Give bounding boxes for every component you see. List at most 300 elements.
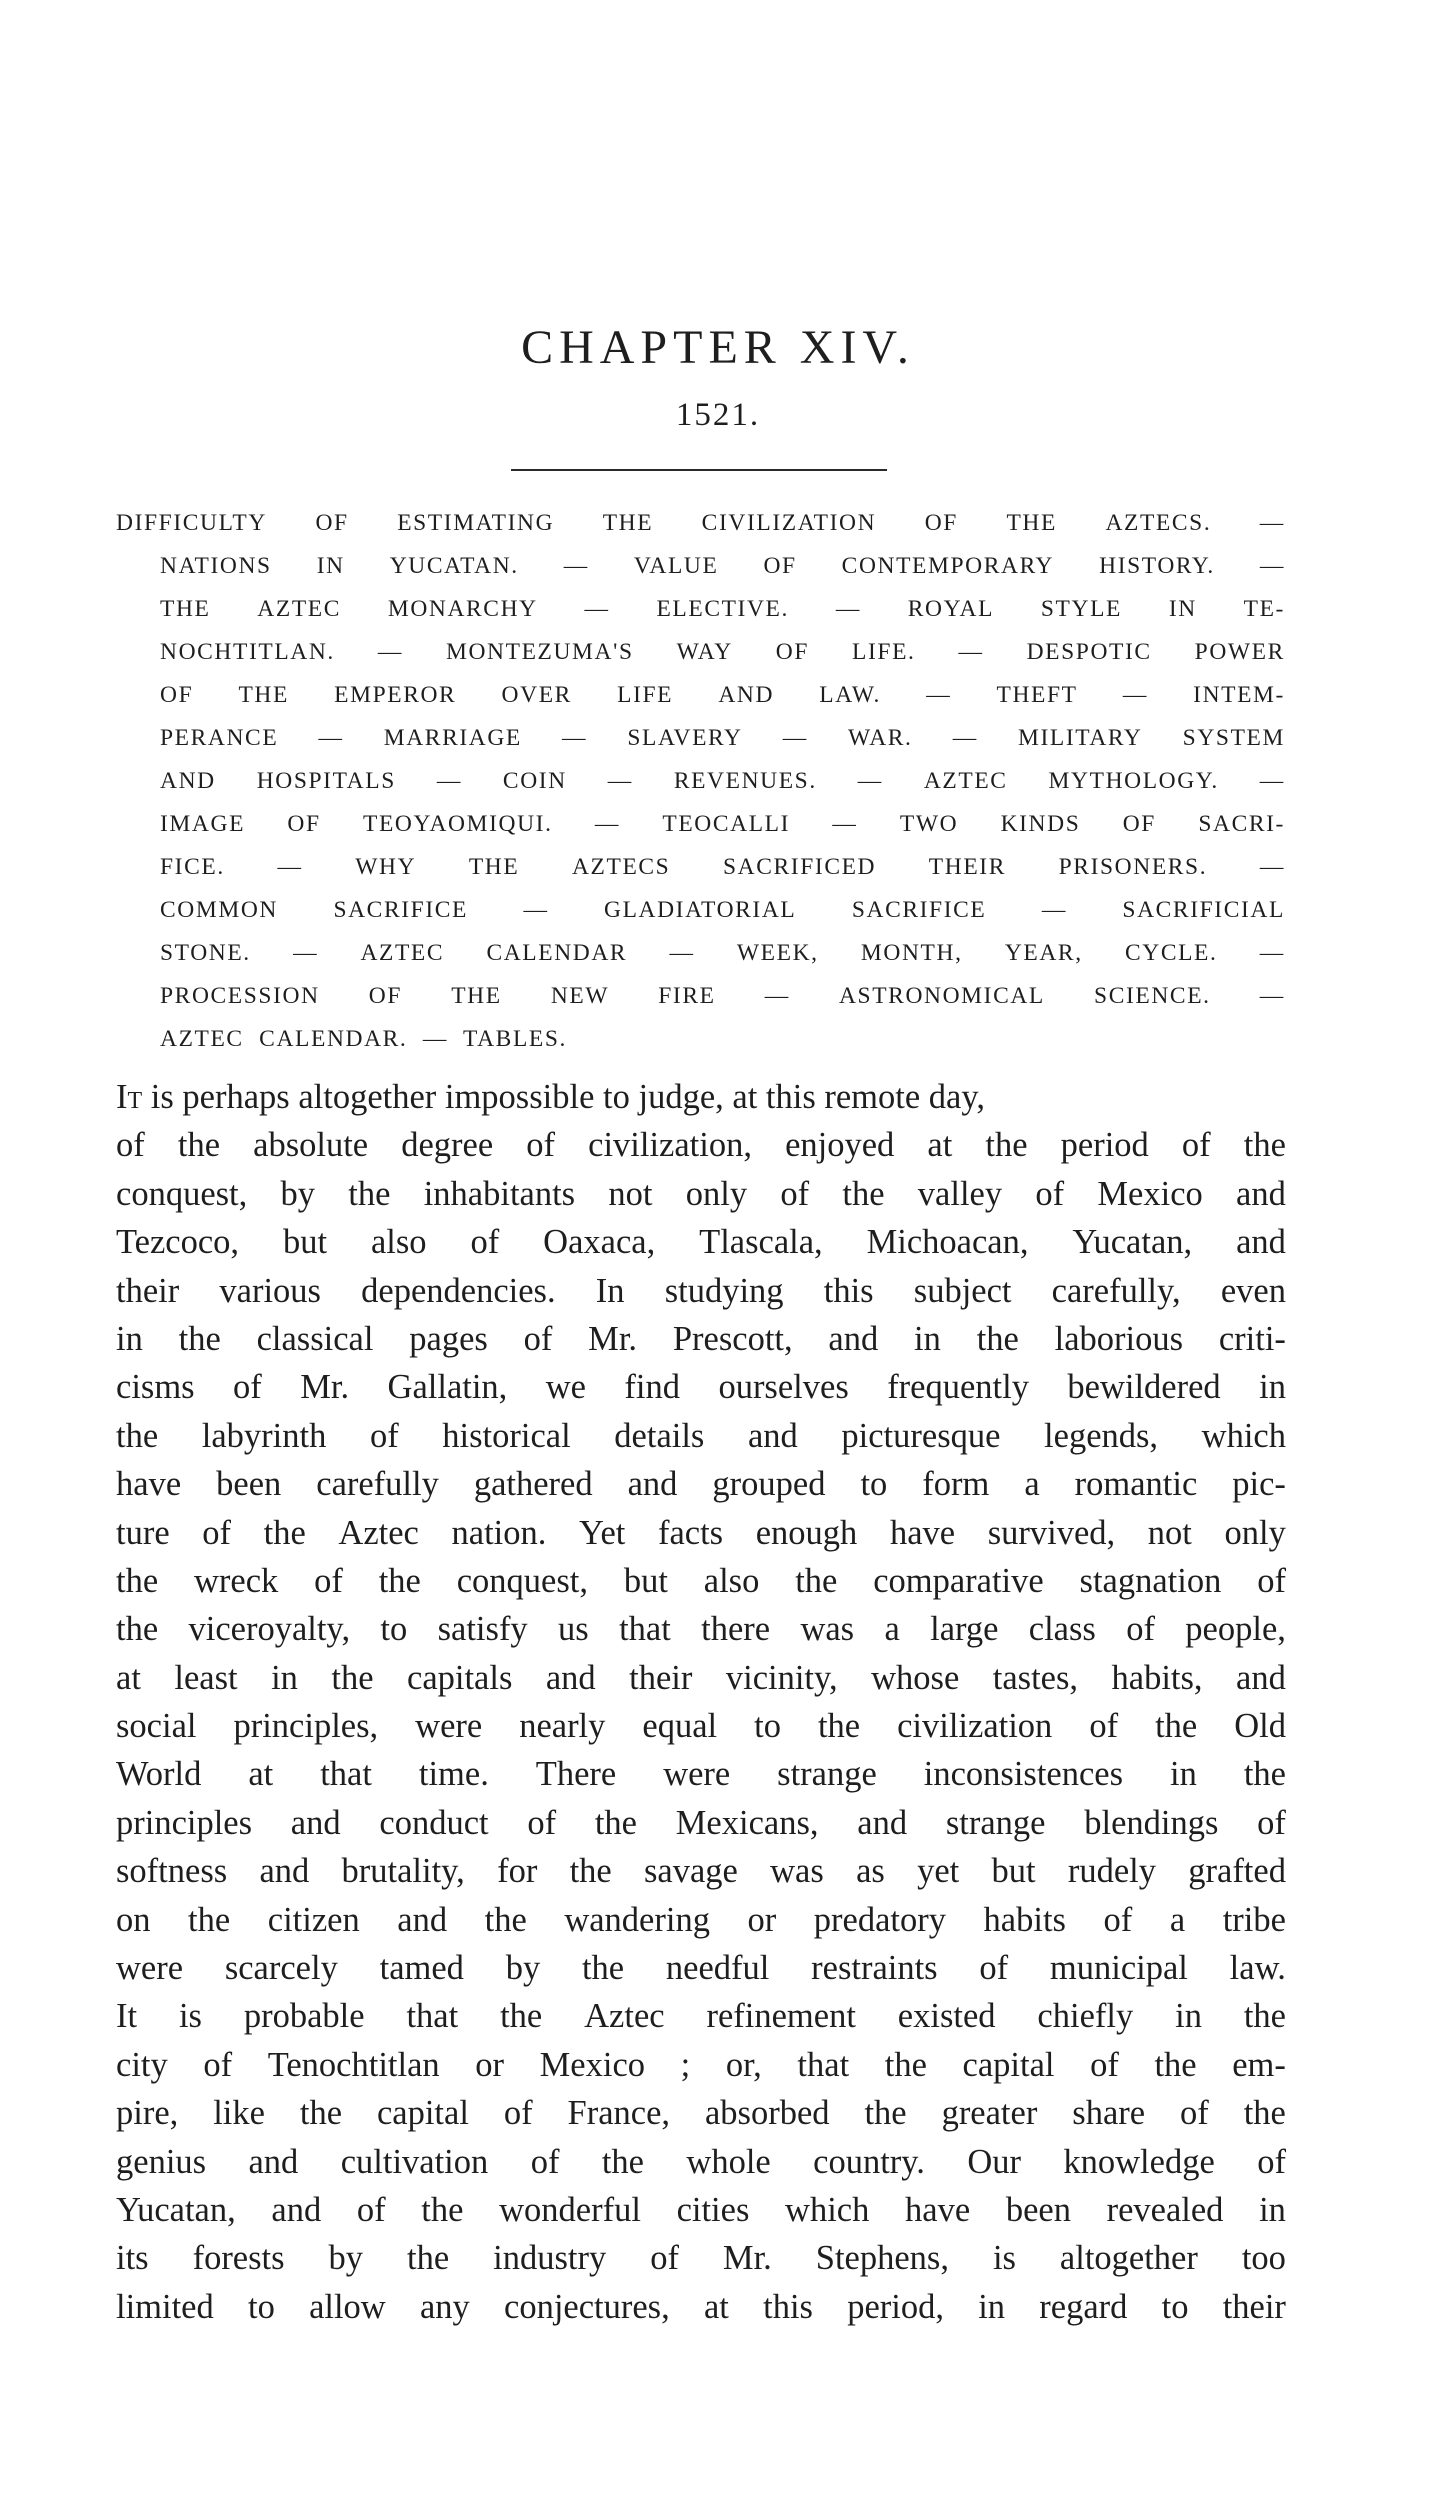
word: yet — [917, 1852, 960, 1891]
word: the — [116, 1610, 159, 1649]
word: pic- — [1232, 1465, 1286, 1504]
word: principles — [116, 1803, 253, 1842]
word: and — [1236, 1223, 1286, 1262]
word: STONE. — [160, 940, 251, 966]
word: was — [800, 1610, 855, 1649]
word: — — [277, 854, 303, 880]
drop-lead-word: It — [116, 1078, 143, 1116]
word: — — [1259, 510, 1285, 536]
word: Gallatin, — [387, 1368, 508, 1407]
word: of — [202, 1513, 232, 1552]
word: — — [1122, 682, 1148, 708]
word: THE — [468, 854, 520, 880]
word: — — [607, 768, 633, 794]
chapter-title: CHAPTER XIV. — [521, 321, 915, 374]
body-line — [116, 1799, 1286, 1847]
word: needful — [665, 1949, 770, 1988]
word: SYSTEM — [1182, 725, 1285, 751]
word: social — [116, 1707, 197, 1746]
word: equal — [642, 1707, 718, 1746]
word: of — [233, 1368, 262, 1407]
word: Yet — [578, 1513, 626, 1552]
word: DESPOTIC — [1026, 639, 1152, 665]
word: — — [669, 940, 695, 966]
word: habits — [983, 1900, 1066, 1939]
word: tamed — [379, 1949, 464, 1988]
word: of — [1181, 1126, 1211, 1165]
word: the — [407, 2239, 450, 2278]
body-line — [116, 1944, 1286, 1992]
word: is — [992, 2239, 1016, 2278]
word: — — [1041, 897, 1067, 923]
word: genius — [116, 2142, 207, 2181]
word: citizen — [267, 1900, 360, 1939]
word: ESTIMATING — [397, 510, 555, 536]
word: even — [1220, 1271, 1286, 1310]
word: MYTHOLOGY. — [1048, 768, 1219, 794]
word: to — [247, 2287, 275, 2326]
word: romantic — [1074, 1465, 1198, 1504]
word: survived, — [987, 1513, 1116, 1552]
word: THE — [451, 983, 502, 1009]
word: of — [1103, 1900, 1133, 1939]
word: share — [1072, 2094, 1146, 2133]
word: absorbed — [704, 2094, 830, 2133]
word: the — [116, 1416, 159, 1455]
word: at — [703, 2287, 729, 2326]
word: TEOYAOMIQUI. — [363, 811, 553, 837]
word: nearly — [519, 1707, 606, 1746]
word: tribe — [1222, 1900, 1286, 1939]
word: regard — [1039, 2287, 1128, 2326]
word: grafted — [1188, 1852, 1286, 1891]
word: but — [623, 1561, 668, 1600]
word: that — [797, 2045, 850, 2084]
word: SCIENCE. — [1094, 983, 1211, 1009]
word: various — [219, 1271, 321, 1310]
word: the — [1155, 1707, 1198, 1746]
word: studying — [664, 1271, 784, 1310]
word: of — [369, 1416, 399, 1455]
body-line — [116, 1702, 1286, 1750]
body-line — [116, 1267, 1286, 1315]
word: COMMON — [160, 897, 278, 923]
word: been — [216, 1465, 282, 1504]
word: TE- — [1243, 596, 1285, 622]
word: of — [503, 2094, 533, 2133]
word: and — [1236, 1658, 1286, 1697]
word: the — [1243, 1126, 1286, 1165]
word: Yucatan, — [1072, 1223, 1193, 1262]
word: ; — [680, 2045, 691, 2084]
word: period — [1060, 1126, 1149, 1165]
word: classical — [256, 1319, 374, 1358]
word: carefully, — [1051, 1271, 1181, 1310]
word: Tlascala, — [699, 1223, 823, 1262]
word: OF — [287, 811, 321, 837]
word: of — [203, 2045, 233, 2084]
word: — — [782, 725, 808, 751]
word: There — [535, 1755, 617, 1794]
word: rudely — [1067, 1852, 1156, 1891]
word: comparative — [873, 1561, 1044, 1600]
word: AZTECS — [571, 854, 671, 880]
word: PRISONERS. — [1058, 854, 1208, 880]
word: greater — [941, 2094, 1038, 2133]
word: — — [563, 553, 589, 579]
word: Mexico — [1097, 1174, 1203, 1213]
word: subject — [913, 1271, 1012, 1310]
word: the — [1243, 2094, 1286, 2133]
word: OF — [775, 639, 810, 665]
word: THE — [1006, 510, 1057, 536]
word: OVER — [501, 682, 572, 708]
word: wreck — [194, 1561, 279, 1600]
word: civilization — [897, 1707, 1053, 1746]
word: bewildered — [1067, 1368, 1221, 1407]
word: cisms — [116, 1368, 195, 1407]
word: — — [1259, 854, 1285, 880]
word: cities — [676, 2190, 750, 2229]
word: IN — [316, 553, 345, 579]
summary-line — [160, 932, 1285, 975]
word: — — [436, 768, 462, 794]
word: IMAGE — [160, 811, 246, 837]
body-line — [116, 2041, 1286, 2089]
word: PROCESSION — [160, 983, 320, 1009]
word: ture — [116, 1513, 170, 1552]
word: find — [624, 1368, 680, 1407]
word: OF — [924, 510, 958, 536]
word: period, — [847, 2287, 944, 2326]
word: its — [116, 2239, 149, 2278]
summary-line — [116, 502, 1285, 545]
word: CYCLE. — [1124, 940, 1218, 966]
word: — — [958, 639, 984, 665]
word: Michoacan, — [866, 1223, 1029, 1262]
word: there — [701, 1610, 771, 1649]
word: in — [1170, 1755, 1197, 1794]
word: habits, — [1111, 1658, 1203, 1697]
word: of — [1257, 1561, 1286, 1600]
word: pages — [409, 1319, 488, 1358]
word: CALENDAR — [486, 940, 628, 966]
word: the — [1154, 2045, 1197, 2084]
word: gathered — [473, 1465, 593, 1504]
word: WEEK, — [736, 940, 819, 966]
word: by — [280, 1174, 316, 1213]
word: in — [271, 1658, 298, 1697]
word: VALUE — [633, 553, 719, 579]
word: of — [1257, 2142, 1286, 2181]
word: existed — [897, 1997, 996, 2036]
word: inhabitants — [423, 1174, 576, 1213]
word: nation. — [451, 1513, 547, 1552]
word: Stephens, — [815, 2239, 949, 2278]
word: too — [1241, 2239, 1286, 2278]
word: the — [116, 1561, 159, 1600]
word: of — [1089, 1707, 1119, 1746]
word: valley — [917, 1174, 1003, 1213]
word: as — [856, 1852, 885, 1891]
word: historical — [442, 1416, 571, 1455]
word: industry — [493, 2239, 607, 2278]
word: the — [976, 1319, 1019, 1358]
word: OF — [315, 510, 349, 536]
word: of — [314, 1561, 343, 1600]
word: to — [860, 1465, 888, 1504]
word: but — [991, 1852, 1036, 1891]
word: frequently — [887, 1368, 1029, 1407]
paragraph-2-first-line — [116, 1992, 1286, 2040]
word: — — [293, 940, 319, 966]
summary-line — [160, 803, 1285, 846]
word: at — [248, 1755, 274, 1794]
word: this — [763, 2287, 813, 2326]
word: the — [884, 2045, 927, 2084]
word: is — [178, 1997, 202, 2036]
word: France, — [567, 2094, 671, 2133]
word: STYLE — [1040, 596, 1122, 622]
word: — — [377, 639, 403, 665]
word: the — [188, 1900, 231, 1939]
word: Mr. — [722, 2239, 772, 2278]
first-line-text: is perhaps altogether impossible to judge, at this remote day, — [142, 1078, 985, 1116]
body-line — [116, 1750, 1286, 1798]
summary-line — [160, 760, 1285, 803]
word: Prescott, — [672, 1319, 793, 1358]
body-line — [116, 2234, 1286, 2282]
word: REVENUES. — [673, 768, 817, 794]
word: whole — [686, 2142, 771, 2181]
word: INTEM- — [1193, 682, 1285, 708]
word: SACRI- — [1198, 811, 1285, 837]
word: of — [1180, 2094, 1209, 2133]
body-line — [116, 1218, 1286, 1266]
word: also — [370, 1223, 427, 1262]
word: NATIONS — [160, 553, 272, 579]
word: and — [828, 1319, 879, 1358]
word: It — [116, 1997, 138, 2036]
body-line — [116, 1412, 1286, 1460]
word: CONTEMPORARY — [841, 553, 1055, 579]
word: a — [884, 1610, 900, 1649]
word: by — [505, 1949, 541, 1988]
word: restraints — [811, 1949, 938, 1988]
word: WAY — [676, 639, 733, 665]
word: and — [248, 2142, 299, 2181]
word: refinement — [706, 1997, 856, 2036]
word: were — [116, 1949, 184, 1988]
word: FICE. — [160, 854, 225, 880]
word: ELECTIVE. — [656, 596, 789, 622]
word: at — [116, 1658, 141, 1697]
word: the — [378, 1561, 421, 1600]
word: WAR. — [848, 725, 913, 751]
word: — — [562, 725, 588, 751]
word: NOCHTITLAN. — [160, 639, 335, 665]
word: municipal — [1049, 1949, 1188, 1988]
word: THE — [238, 682, 289, 708]
word: any — [419, 2287, 470, 2326]
word: the — [348, 1174, 391, 1213]
word: strange — [945, 1803, 1046, 1842]
word: like — [213, 2094, 265, 2133]
word: degree — [401, 1126, 494, 1165]
word: a — [1024, 1465, 1040, 1504]
word: YEAR, — [1004, 940, 1083, 966]
word: tastes, — [992, 1658, 1079, 1697]
word: COIN — [502, 768, 567, 794]
word: enjoyed — [785, 1126, 895, 1165]
word: THE — [602, 510, 654, 536]
summary-line — [160, 846, 1285, 889]
word: the — [484, 1900, 527, 1939]
word: — — [1259, 768, 1285, 794]
word: LAW. — [819, 682, 882, 708]
word: — — [1259, 553, 1285, 579]
word: MONTEZUMA'S — [445, 639, 634, 665]
word: Yucatan, — [116, 2190, 236, 2229]
word: of — [356, 2190, 386, 2229]
word: the — [421, 2190, 464, 2229]
word: and — [1236, 1174, 1286, 1213]
word: — — [832, 811, 858, 837]
word: SLAVERY — [627, 725, 743, 751]
word: have — [905, 2190, 971, 2229]
word: — — [1259, 983, 1285, 1009]
word: only — [685, 1174, 748, 1213]
word: IN — [1168, 596, 1197, 622]
word: allow — [309, 2287, 386, 2326]
word: of — [116, 1126, 145, 1165]
summary-line — [160, 674, 1285, 717]
word: details — [614, 1416, 705, 1455]
word: was — [770, 1852, 824, 1891]
summary-line — [160, 889, 1285, 932]
word: the — [178, 1319, 221, 1358]
title-rule — [511, 469, 887, 471]
word: OF — [763, 553, 797, 579]
body-line-first — [116, 1073, 1286, 1121]
word: country. — [813, 2142, 925, 2181]
word: THE — [160, 596, 211, 622]
word: GLADIATORIAL — [604, 897, 797, 923]
word: brutality, — [341, 1852, 465, 1891]
word: — — [952, 725, 978, 751]
word: also — [703, 1561, 760, 1600]
word: for — [497, 1852, 538, 1891]
word: ROYAL — [907, 596, 995, 622]
word: form — [922, 1465, 990, 1504]
word: which — [1201, 1416, 1286, 1455]
word: the — [795, 1561, 838, 1600]
summary-line — [160, 588, 1285, 631]
word: stagnation — [1079, 1561, 1222, 1600]
word: SACRIFICE — [333, 897, 468, 923]
word: PERANCE — [160, 725, 279, 751]
word: conduct — [379, 1803, 489, 1842]
word: savage — [644, 1852, 738, 1891]
word: ourselves — [718, 1368, 849, 1407]
word: Old — [1234, 1707, 1286, 1746]
word: the — [1243, 1997, 1286, 2036]
word: — — [584, 596, 610, 622]
word: Oaxaca, — [543, 1223, 656, 1262]
word: — — [764, 983, 790, 1009]
word: to — [754, 1707, 781, 1746]
body-line — [116, 1896, 1286, 1944]
word: DIFFICULTY — [116, 510, 267, 536]
word: the — [594, 1803, 637, 1842]
word: the — [177, 1126, 221, 1165]
word: in — [116, 1319, 143, 1358]
body-line — [116, 1654, 1286, 1702]
word: FIRE — [658, 983, 716, 1009]
word: the — [331, 1658, 374, 1697]
word: of — [527, 1803, 557, 1842]
body-line — [116, 1557, 1286, 1605]
word: that — [320, 1755, 372, 1794]
word: OF — [160, 682, 194, 708]
chapter-summary — [116, 502, 1285, 1061]
word: their — [116, 1271, 180, 1310]
word: conjectures, — [504, 2287, 670, 2326]
word: laborious — [1054, 1319, 1184, 1358]
word: Our — [967, 2142, 1021, 2181]
word: of — [1257, 1803, 1286, 1842]
word: CIVILIZATION — [701, 510, 877, 536]
body-text — [116, 1073, 1286, 2331]
word: Mexico — [539, 2045, 646, 2084]
word: were — [663, 1755, 731, 1794]
word: OF — [368, 983, 403, 1009]
word: — — [594, 811, 621, 837]
word: and — [747, 1416, 798, 1455]
word: — — [926, 682, 952, 708]
word: whose — [871, 1658, 960, 1697]
word: time. — [418, 1755, 489, 1794]
word: facts — [657, 1513, 724, 1552]
word: of — [979, 1949, 1009, 1988]
body-line — [116, 1170, 1286, 1218]
word: softness — [116, 1852, 228, 1891]
word: em- — [1232, 2045, 1286, 2084]
word: the — [864, 2094, 907, 2133]
word: and — [397, 1900, 448, 1939]
word: Mr. — [300, 1368, 350, 1407]
word: scarcely — [224, 1949, 338, 1988]
word: AZTECS. — [1105, 510, 1212, 536]
word: conquest, — [116, 1174, 248, 1213]
word: or — [747, 1900, 777, 1939]
word: In — [595, 1271, 625, 1310]
word: not — [1147, 1513, 1192, 1552]
word: AZTEC — [360, 940, 445, 966]
word: POWER — [1194, 639, 1285, 665]
word: the — [1243, 1755, 1286, 1794]
body-line — [116, 1847, 1286, 1895]
word: Mr. — [588, 1319, 638, 1358]
word: revealed — [1106, 2190, 1224, 2229]
word: to — [1161, 2287, 1189, 2326]
word: and — [271, 2190, 322, 2229]
word: EMPEROR — [334, 682, 457, 708]
word: their — [1222, 2287, 1286, 2326]
word: of — [470, 1223, 500, 1262]
word: but — [282, 1223, 328, 1262]
word: satisfy — [437, 1610, 528, 1649]
